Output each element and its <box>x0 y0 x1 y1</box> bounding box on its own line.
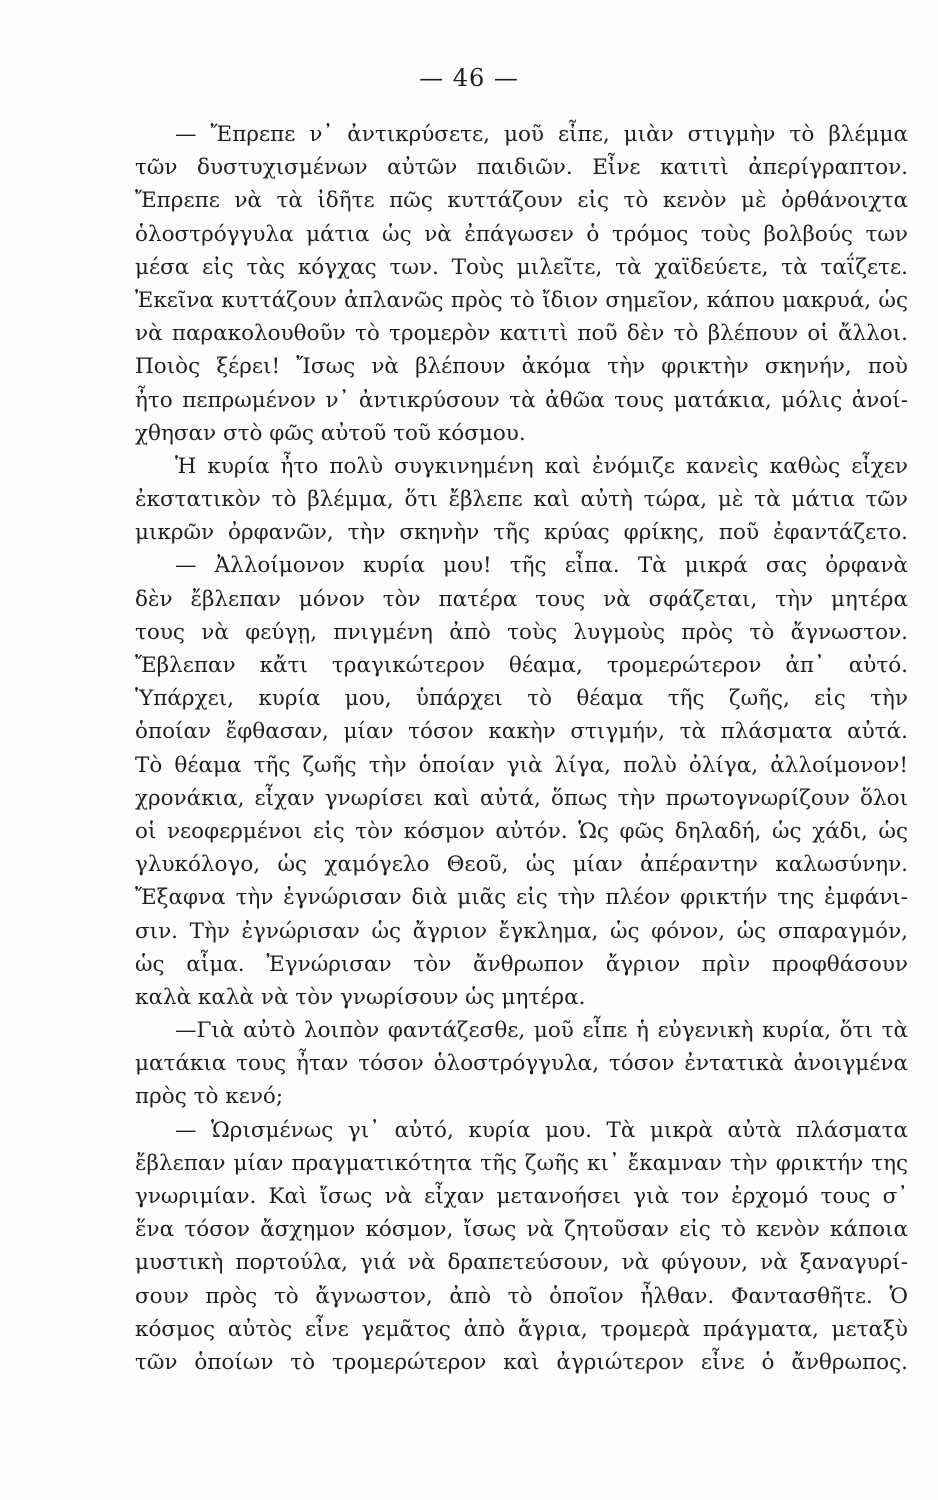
text-line: δὲν ἔβλεπαν μόνον τὸν πατέρα τους νὰ σφάζεται, τὴν μητέρα <box>135 586 908 612</box>
text-line: μυστικὴ πορτούλα, γιά νὰ δραπετεύσουν, νὰ φύγουν, νὰ ξαναγυρί- <box>135 1250 908 1276</box>
text-line: κόσμος αὐτὸς εἶνε γεμᾶτος ἀπὸ ἄγρια, τρομερὰ πράγματα, μεταξὺ <box>135 1316 908 1342</box>
text-line: Τὸ θέαμα τῆς ζωῆς τὴν ὁποίαν γιὰ λίγα, πολὺ ὀλίγα, ἀλλοίμονον! <box>135 752 908 778</box>
text-line: ματάκια τους ἦταν τόσον ὁλοστρόγγυλα, τόσον ἐντατικὰ ἀνοιγμένα <box>135 1051 908 1077</box>
text-line: σιν. Τὴν ἐγνώρισαν ὡς ἄγριον ἔγκλημα, ὡς φόνον, ὡς σπαραγμόν, <box>135 918 908 944</box>
text-line: μέσα εἰς τὰς κόγχας των. Τοὺς μιλεῖτε, τὰ χαϊδεύετε, τὰ ταΐζετε. <box>135 254 908 280</box>
text-line: Ἡ κυρία ἦτο πολὺ συγκινημένη καὶ ἐνόμιζε κανεὶς καθὼς εἶχεν <box>175 453 908 479</box>
text-line: τους νὰ φεύγῃ, πνιγμένη ἀπὸ τοὺς λυγμοὺς πρὸς τὸ ἄγνωστον. <box>135 619 908 645</box>
text-line: Ἔβλεπαν κἄτι τραγικώτερον θέαμα, τρομερώτερον ἀπ᾽ αὐτό. <box>135 653 908 678</box>
text-line: μικρῶν ὀρφανῶν, τὴν σκηνὴν τῆς κρύας φρίκης, ποῦ ἐφαντάζετο. <box>135 520 908 546</box>
text-line: ἕνα τόσον ἄσχημον κόσμον, ἴσως νὰ ζητοῦσαν εἰς τὸ κενὸν κάποια <box>135 1217 908 1243</box>
text-line: Ἔξαφνα τὴν ἐγνώρισαν διὰ μιᾶς εἰς τὴν πλέον φρικτήν της ἐμφάνι- <box>135 885 908 911</box>
text-line: πρὸς τὸ κενό; <box>135 1084 284 1110</box>
text-line: — Ἔπρεπε ν᾽ ἀντικρύσετε, μοῦ εἶπε, μιὰν στιγμὴν τὸ βλέμμα <box>175 122 908 147</box>
text-line: Ἐκεῖνα κυττάζουν ἀπλανῶς πρὸς τὸ ἴδιον σημεῖον, κάπου μακρυά, ὡς <box>135 287 908 313</box>
text-line: —Γιὰ αὐτὸ λοιπὸν φαντάζεσθε, μοῦ εἶπε ἡ εὐγενικὴ κυρία, ὅτι τὰ <box>175 1018 908 1044</box>
body-text <box>135 118 908 1379</box>
text-line: νὰ παρακολουθοῦν τὸ τρομερὸν κατιτὶ ποῦ δὲν τὸ βλέπουν οἱ ἄλλοι. <box>135 321 908 347</box>
page-number: — 46 — <box>419 64 519 92</box>
text-line: Ὑπάρχει, κυρία μου, ὑπάρχει τὸ θέαμα τῆς ζωῆς, εἰς τὴν <box>135 686 908 712</box>
text-line: τῶν ὁποίων τὸ τρομερώτερον καὶ ἀγριώτερον εἶνε ὁ ἄνθρωπος. <box>135 1349 908 1375</box>
text-line: χθησαν στὸ φῶς αὐτοῦ τοῦ κόσμου. <box>135 420 526 446</box>
text-line: — Ὡρισμένως γι᾽ αὐτό, κυρία μου. Τὰ μικρὰ αὐτὰ πλάσματα <box>175 1117 908 1143</box>
text-line: καλὰ καλὰ νὰ τὸν γνωρίσουν ὡς μητέρα. <box>135 984 586 1010</box>
text-line: γλυκόλογο, ὡς χαμόγελο Θεοῦ, ὡς μίαν ἀπέραντην καλωσύνην. <box>135 852 908 878</box>
text-line: ἦτο πεπρωμένον ν᾽ ἀντικρύσουν τὰ ἀθῶα τους ματάκια, μόλις ἀνοί- <box>135 387 908 413</box>
text-line: Ποιὸς ξέρει! Ἴσως νὰ βλέπουν ἀκόμα τὴν φρικτὴν σκηνήν, ποὺ <box>135 354 908 380</box>
text-line: ὡς αἷμα. Ἐγνώρισαν τὸν ἄνθρωπον ἄγριον πρὶν προφθάσουν <box>135 951 908 977</box>
text-line: ἐκστατικὸν τὸ βλέμμα, ὅτι ἔβλεπε καὶ αὐτὴ τώρα, μὲ τὰ μάτια τῶν <box>135 487 908 513</box>
text-line: ὁποίαν ἔφθασαν, μίαν τόσον κακὴν στιγμήν, τὰ πλάσματα αὐτά. <box>135 719 908 745</box>
text-line: σουν πρὸς τὸ ἄγνωστον, ἀπὸ τὸ ὁποῖον ἦλθαν. Φαντασθῆτε. Ὁ <box>135 1283 908 1309</box>
text-line: οἱ νεοφερμένοι εἰς τὸν κόσμον αὐτόν. Ὡς φῶς δηλαδή, ὡς χάδι, ὡς <box>135 818 908 844</box>
text-line: Ἔπρεπε νὰ τὰ ἰδῆτε πῶς κυττάζουν εἰς τὸ κενὸν μὲ ὀρθάνοιχτα <box>135 188 908 214</box>
text-line: γνωριμίαν. Καὶ ἴσως νὰ εἶχαν μετανοήσει γιὰ τον ἐρχομό τους σ᾽ <box>135 1184 908 1209</box>
text-line: ἔβλεπαν μίαν πραγματικότητα τῆς ζωῆς κι᾽ ἔκαμναν τὴν φρικτήν της <box>135 1150 908 1176</box>
text-line: — Ἀλλοίμονον κυρία μου! τῆς εἶπα. Τὰ μικρά σας ὀρφανὰ <box>175 553 908 579</box>
text-line: χρονάκια, εἶχαν γνωρίσει καὶ αὐτά, ὅπως τὴν πρωτογνωρίζουν ὅλοι <box>135 785 908 811</box>
text-line: τῶν δυστυχισμένων αὐτῶν παιδιῶν. Εἶνε κατιτὶ ἀπερίγραπτον. <box>135 155 908 181</box>
text-line: ὁλοστρόγγυλα μάτια ὡς νὰ ἐπάγωσεν ὁ τρόμος τοὺς βολβούς των <box>135 221 908 247</box>
